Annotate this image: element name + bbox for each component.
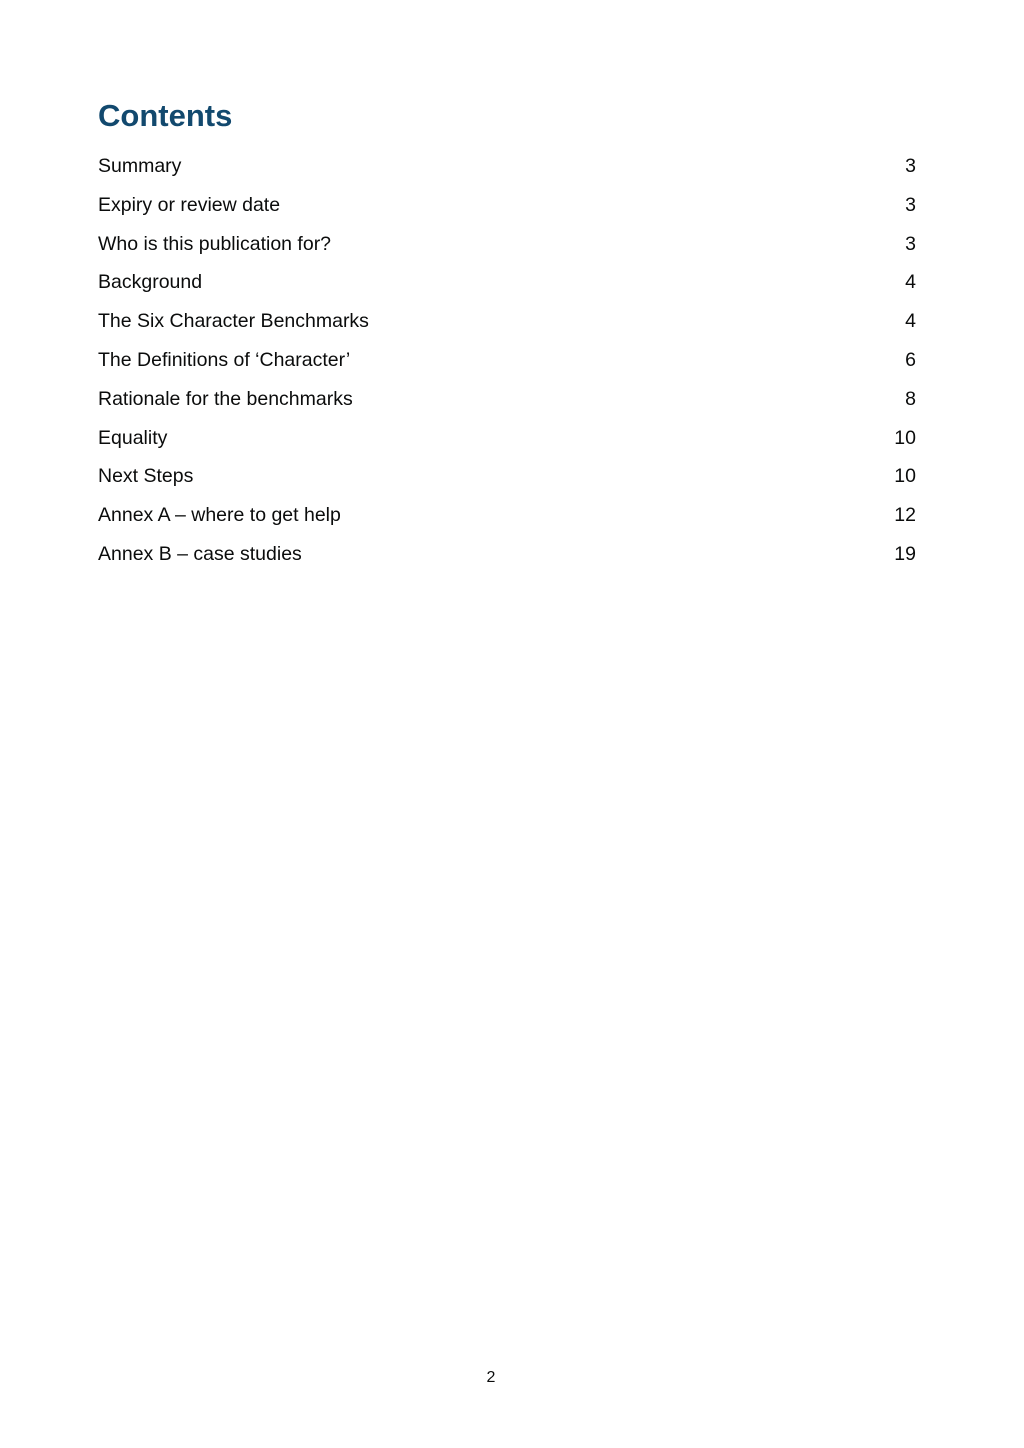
toc-entry-label: Annex A – where to get help	[98, 504, 341, 527]
page-number: 2	[486, 1369, 496, 1386]
toc-entry-page: 3	[905, 232, 916, 255]
toc-entry-background[interactable]	[98, 263, 916, 302]
page-title: Contents	[98, 98, 233, 133]
toc-entry-six-character-benchmarks[interactable]	[98, 302, 916, 341]
toc-entry-label: Equality	[98, 426, 168, 449]
toc-entry-page: 19	[894, 542, 916, 565]
toc-entry-label: Who is this publication for?	[98, 232, 332, 255]
toc-entry-label: The Six Character Benchmarks	[98, 310, 369, 333]
table-of-contents	[98, 147, 916, 574]
toc-entry-label: Annex B – case studies	[98, 542, 302, 565]
toc-entry-label: Expiry or review date	[98, 193, 281, 216]
toc-entry-page: 3	[905, 193, 916, 216]
toc-entry-summary[interactable]	[98, 147, 916, 186]
toc-entry-page: 12	[894, 504, 916, 527]
toc-entry-rationale-for-benchmarks[interactable]	[98, 380, 916, 419]
toc-entry-definitions-of-character[interactable]	[98, 341, 916, 380]
toc-entry-expiry-or-review-date[interactable]	[98, 186, 916, 225]
toc-entry-label: Summary	[98, 155, 182, 177]
toc-entry-annex-a[interactable]	[98, 496, 916, 535]
toc-entry-label: Next Steps	[98, 465, 194, 488]
toc-entry-page: 8	[905, 387, 916, 410]
toc-entry-page: 4	[905, 310, 916, 333]
toc-entry-page: 3	[905, 155, 916, 177]
toc-entry-label: Rationale for the benchmarks	[98, 387, 353, 410]
toc-entry-annex-b[interactable]	[98, 535, 916, 574]
toc-entry-label: The Definitions of ‘Character’	[98, 348, 351, 371]
toc-entry-page: 10	[894, 465, 916, 488]
toc-entry-who-is-this-publication-for[interactable]	[98, 225, 916, 264]
toc-entry-next-steps[interactable]	[98, 457, 916, 496]
toc-entry-page: 6	[905, 348, 916, 371]
toc-entry-label: Background	[98, 271, 203, 294]
toc-entry-equality[interactable]	[98, 419, 916, 458]
toc-entry-page: 4	[905, 271, 916, 294]
toc-entry-page: 10	[894, 426, 916, 449]
